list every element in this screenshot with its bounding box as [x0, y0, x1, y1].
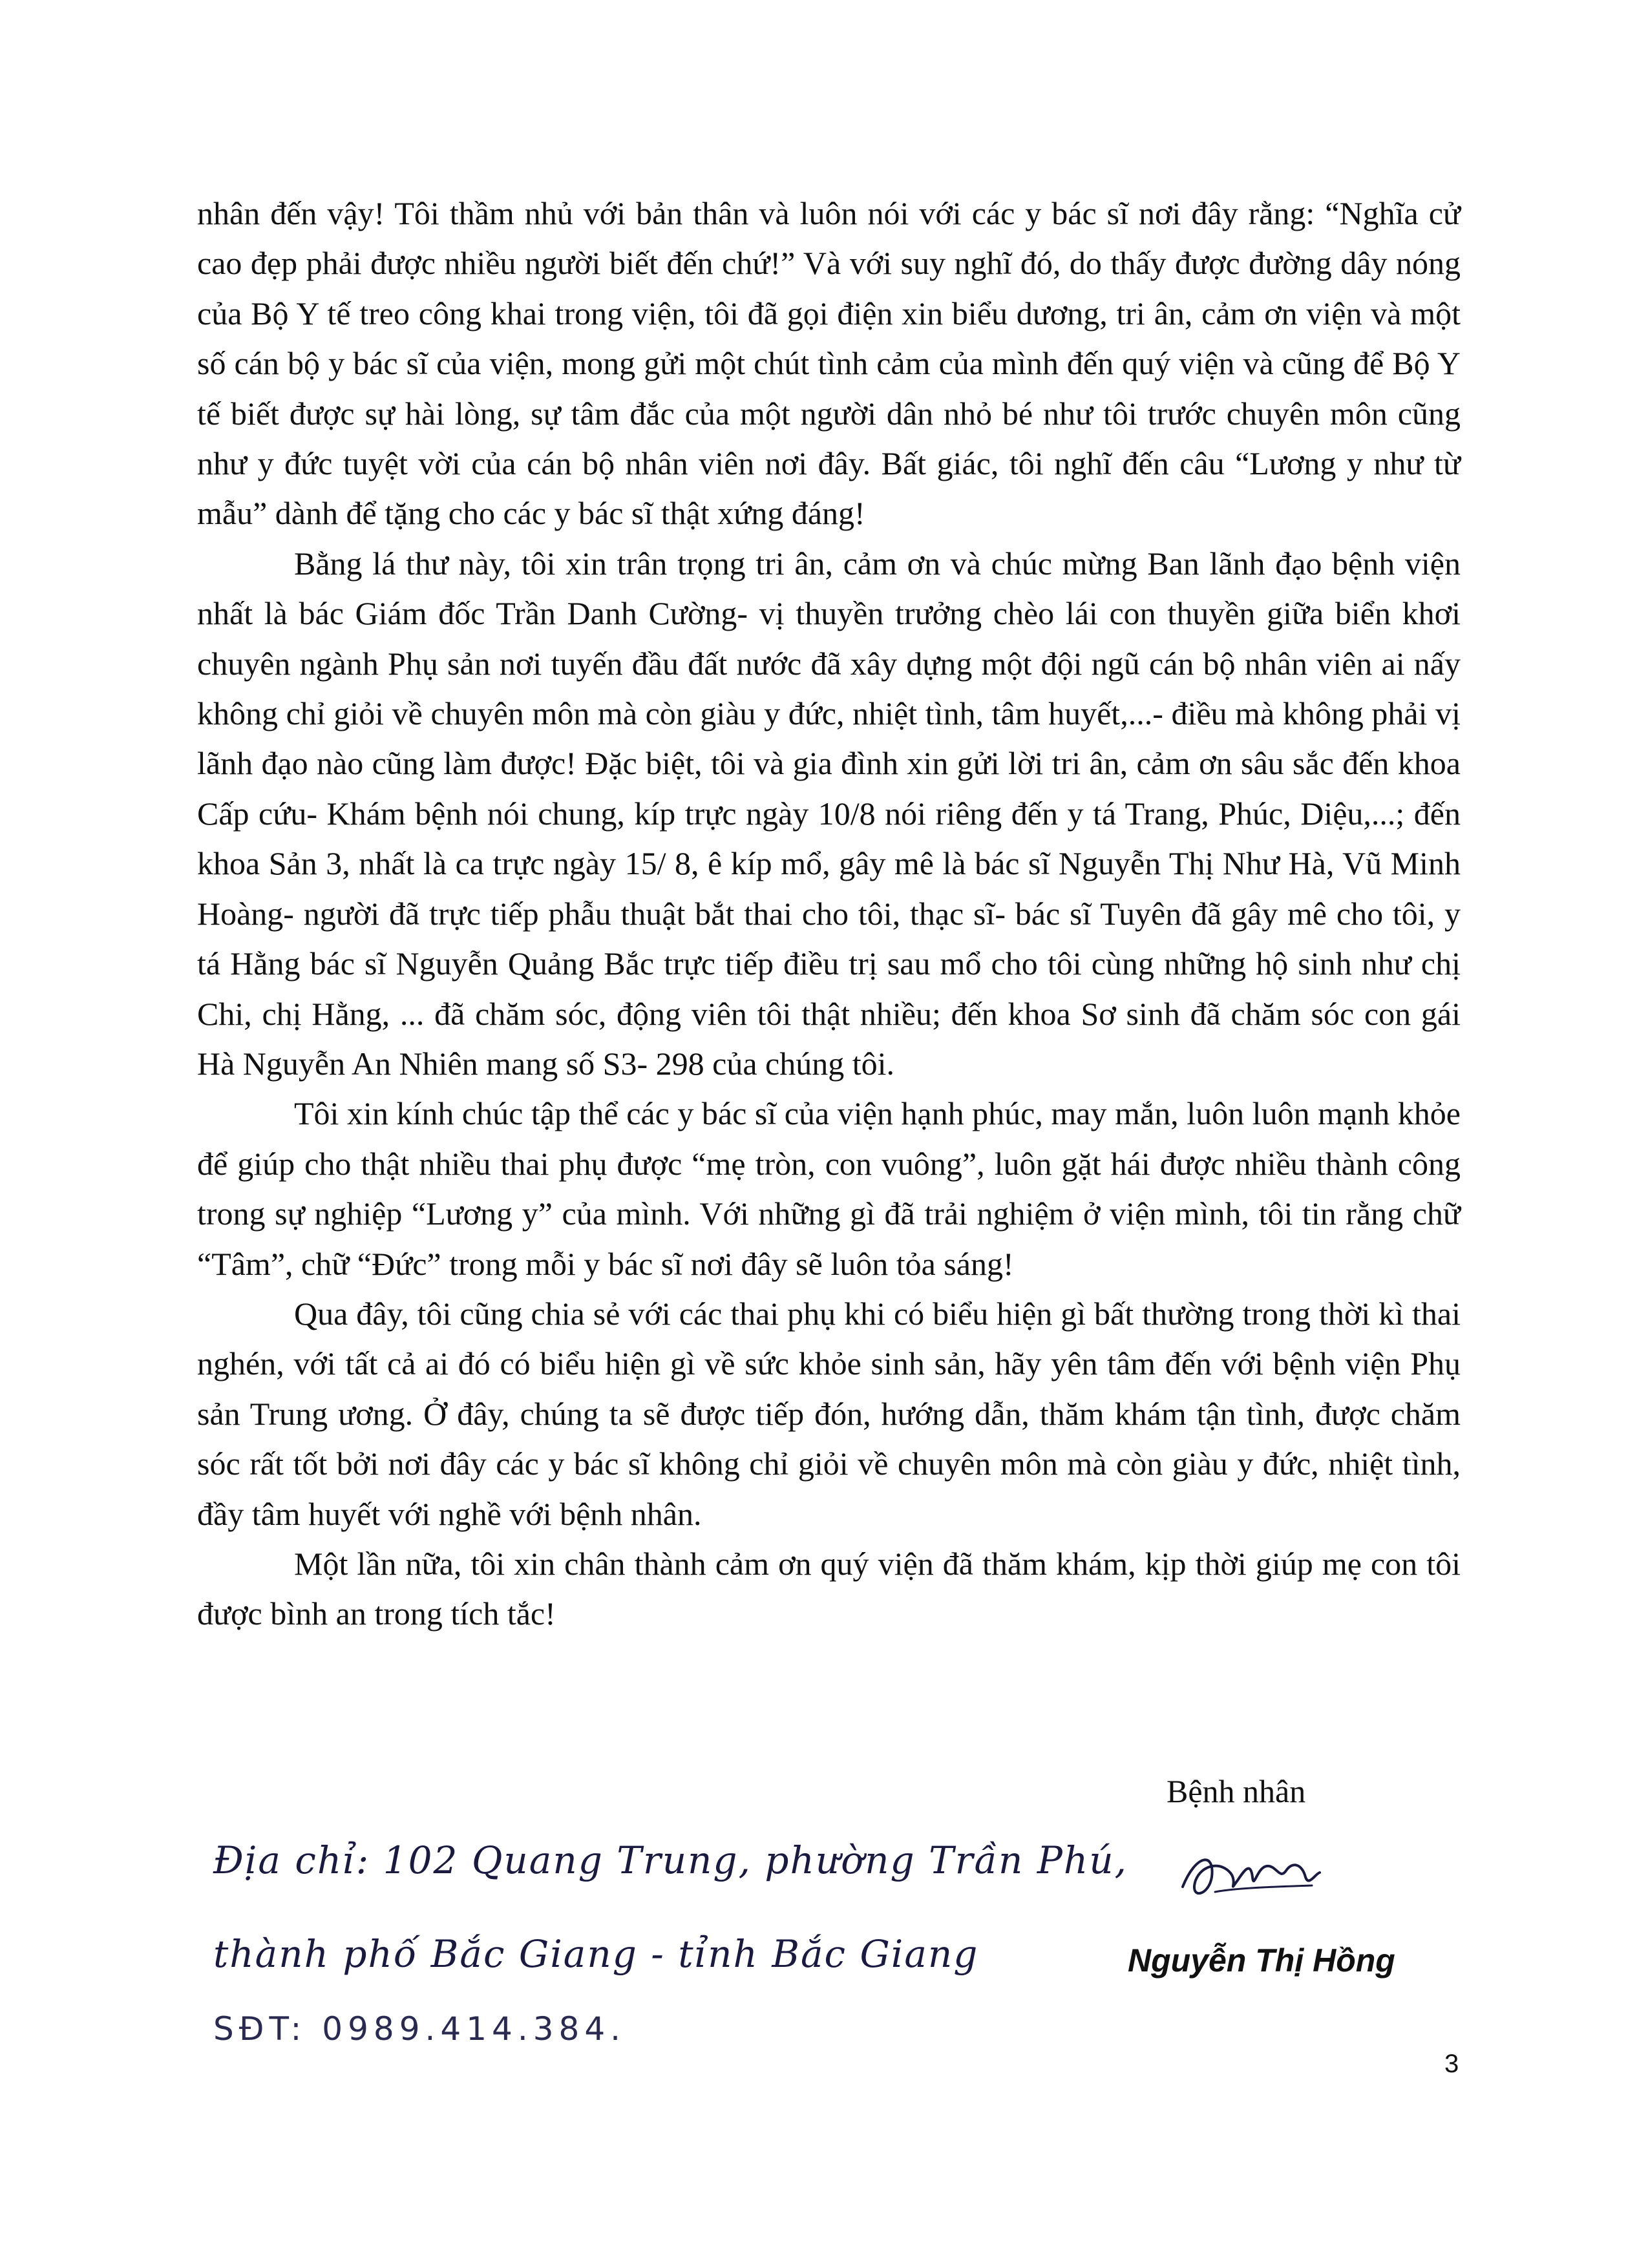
- letter-paragraph: nhân đến vậy! Tôi thầm nhủ với bản thân và luôn nói với các y bác sĩ nơi đây rằng: “Nghĩa cử cao đẹp phải được nhiều người biết đến chứ!” Và với suy nghĩ đó, do thấy được đường dây nóng của Bộ Y tế treo công khai trong viện, tôi đã gọi điện xin biểu dương, tri ân, cảm ơn viện và một số cán bộ y bác sĩ của viện, mong gửi một chút tình cảm của mình đến quý viện và cũng để Bộ Y tế biết được sự hài lòng, sự tâm đắc của một người dân nhỏ bé như tôi trước chuyên môn cũng như y đức tuyệt vời của cán bộ nhân viên nơi đây. Bất giác, tôi nghĩ đến câu “Lương y như từ mẫu” dành để tặng cho các y bác sĩ thật xứng đáng!: [197, 195, 1461, 532]
- handwritten-signature: [1176, 1842, 1325, 1919]
- page-number: 3: [1444, 2050, 1459, 2078]
- handwritten-address-line: Địa chỉ: 102 Quang Trung, phường Trần Phú,: [213, 1838, 1128, 1882]
- letter-paragraph: Qua đây, tôi cũng chia sẻ với các thai phụ khi có biểu hiện gì bất thường trong thời kì thai nghén, với tất cả ai đó có biểu hiện gì về sức khỏe sinh sản, hãy yên tâm đến với bệnh viện Phụ sản Trung ương. Ở đây, chúng ta sẽ được tiếp đón, hướng dẫn, thăm khám tận tình, được chăm sóc rất tốt bởi nơi đây các y bác sĩ không chỉ giỏi về chuyên môn mà còn giàu y đức, nhiệt tình, đầy tâm huyết với nghề với bệnh nhân.: [197, 1295, 1461, 1532]
- handwritten-address-line: thành phố Bắc Giang - tỉnh Bắc Giang: [213, 1932, 979, 1976]
- letter-paragraph: Bằng lá thư này, tôi xin trân trọng tri ân, cảm ơn và chúc mừng Ban lãnh đạo bệnh viện nhất là bác Giám đốc Trần Danh Cường- vị thuyền trưởng chèo lái con thuyền giữa biển khơi chuyên ngành Phụ sản nơi tuyến đầu đất nước đã xây dựng một đội ngũ cán bộ nhân viên ai nấy không chỉ giỏi về chuyên môn mà còn giàu y đức, nhiệt tình, tâm huyết,...- điều mà không phải vị lãnh đạo nào cũng làm được! Đặc biệt, tôi và gia đình xin gửi lời tri ân, cảm ơn sâu sắc đến khoa Cấp cứu- Khám bệnh nói chung, kíp trực ngày 10/8 nói riêng đến y tá Trang, Phúc, Diệu,...; đến khoa Sản 3, nhất là ca trực ngày 15/ 8, ê kíp mổ, gây mê là bác sĩ Nguyễn Thị Như Hà, Vũ Minh Hoàng- người đã trực tiếp phẫu thuật bắt thai cho tôi, thạc sĩ- bác sĩ Tuyên đã gây mê cho tôi, y tá Hằng bác sĩ Nguyễn Quảng Bắc trực tiếp điều trị sau mổ cho tôi cùng những hộ sinh như chị Chi, chị Hằng, ... đã chăm sóc, động viên tôi thật nhiều; đến khoa Sơ sinh đã chăm sóc con gái Hà Nguyễn An Nhiên mang số S3- 298 của chúng tôi.: [197, 545, 1461, 1082]
- closing-label: Bệnh nhân: [1167, 1773, 1306, 1809]
- signer-name: Nguyễn Thị Hồng: [1128, 1942, 1395, 1979]
- letter-body: [197, 189, 1461, 1639]
- letter-paragraph: Tôi xin kính chúc tập thể các y bác sĩ của viện hạnh phúc, may mắn, luôn luôn mạnh khỏe để giúp cho thật nhiều thai phụ được “mẹ tròn, con vuông”, luôn gặt hái được nhiều thành công trong sự nghiệp “Lương y” của mình. Với những gì đã trải nghiệm ở viện mình, tôi tin rằng chữ “Tâm”, chữ “Đức” trong mỗi y bác sĩ nơi đây sẽ luôn tỏa sáng!: [197, 1095, 1461, 1282]
- letter-paragraph: Một lần nữa, tôi xin chân thành cảm ơn quý viện đã thăm khám, kịp thời giúp mẹ con tôi được bình an trong tích tắc!: [197, 1545, 1461, 1632]
- handwritten-phone-line: SĐT: 0989.414.384.: [213, 2010, 626, 2048]
